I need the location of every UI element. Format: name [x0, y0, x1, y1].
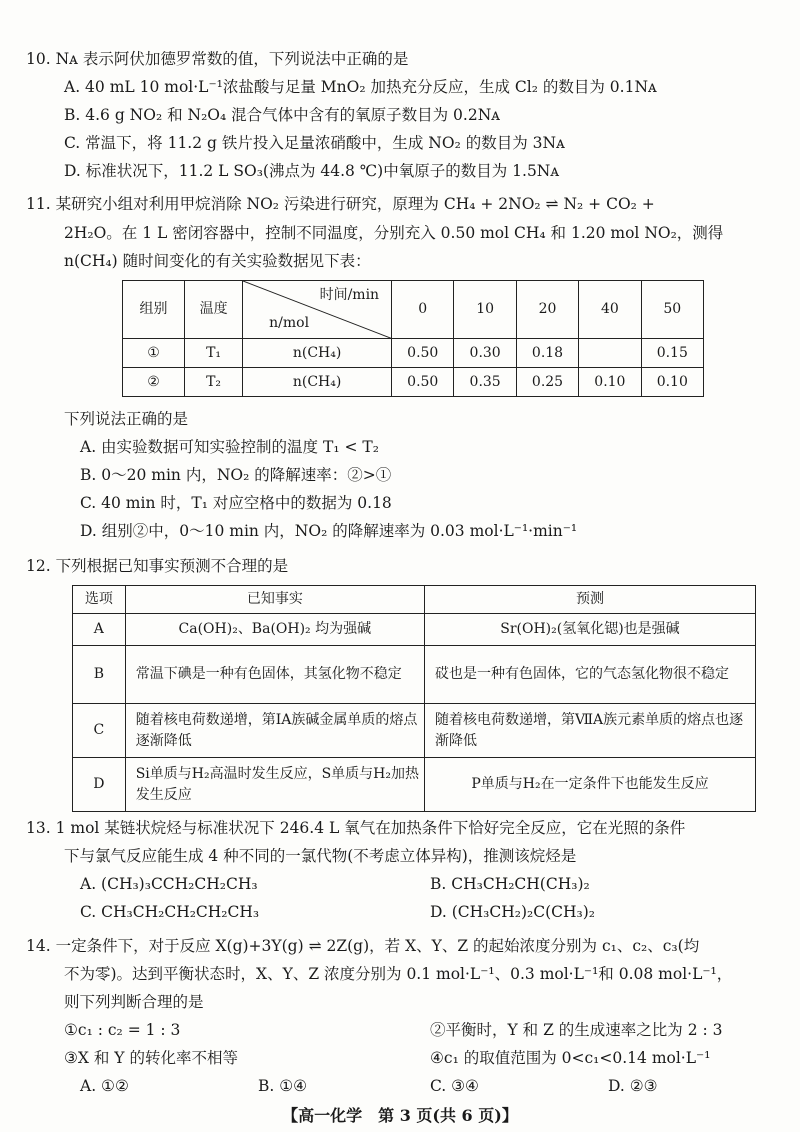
q12-row-a-prediction: Sr(OH)₂(氢氧化锶)也是强碱	[424, 614, 755, 646]
q12-header-option: 选项	[73, 586, 126, 614]
q12-row-c-prediction: 随着核电荷数递增，第ⅦA族元素单质的熔点也逐渐降低	[424, 704, 755, 758]
q11-header-time-20: 20	[516, 281, 578, 339]
q12-row-d-fact: Si单质与H₂高温时发生反应，S单质与H₂加热发生反应	[125, 758, 424, 812]
q11-header-temp: 温度	[185, 281, 243, 339]
q11-row2-temp: T₂	[185, 368, 243, 397]
q14-option-c: C. ③④	[430, 1077, 479, 1095]
q12-row-c-fact: 随着核电荷数递增，第ⅠA族碱金属单质的熔点逐渐降低	[125, 704, 424, 758]
q12-row-a-option: A	[73, 614, 126, 646]
q11-header-diagonal-cell	[243, 281, 392, 339]
q11-row1-t40	[579, 339, 641, 368]
q14-stem-line2: 不为零)。达到平衡状态时，X、Y、Z 浓度分别为 0.1 mol·L⁻¹、0.3 mol·L⁻¹和 0.08 mol·L⁻¹，	[64, 965, 733, 983]
q11-header-time: 时间/min	[319, 287, 380, 303]
q14-option-a: A. ①②	[80, 1077, 129, 1095]
q11-option-b: B. 0～20 min 内，NO₂ 的降解速率：②>①	[80, 466, 392, 484]
q11-row2-label: n(CH₄)	[243, 368, 392, 397]
q11-row2-t10: 0.35	[454, 368, 516, 397]
q11-row2-group: ②	[123, 368, 185, 397]
q11-row1-group: ①	[123, 339, 185, 368]
q13-stem-line2: 下与氯气反应能生成 4 种不同的一氯代物(不考虑立体异构)，推测该烷烃是	[64, 847, 577, 865]
table-row	[73, 758, 756, 812]
q14-statement-1: ①c₁ : c₂ = 1 : 3	[64, 1021, 181, 1039]
q12-row-b-prediction: 砹也是一种有色固体，它的气态氢化物很不稳定	[424, 646, 755, 704]
q11-data-table	[122, 280, 704, 397]
q12-table	[72, 585, 756, 812]
q14-statement-3: ③X 和 Y 的转化率不相等	[64, 1049, 238, 1067]
q11-header-n: n/mol	[269, 315, 310, 331]
q11-option-c: C. 40 min 时，T₁ 对应空格中的数据为 0.18	[80, 494, 392, 512]
q11-stem-line1: 11. 某研究小组对利用甲烷消除 NO₂ 污染进行研究，原理为 CH₄ + 2NO₂ ⇌ N₂ + CO₂ +	[26, 195, 655, 213]
q12-row-d-prediction: P单质与H₂在一定条件下也能发生反应	[424, 758, 755, 812]
q13-stem-line1: 13. 1 mol 某链状烷烃与标准状况下 246.4 L 氧气在加热条件下恰好完全反应，它在光照的条件	[26, 819, 686, 837]
q13-option-b: B. CH₃CH₂CH(CH₃)₂	[430, 875, 590, 893]
q10-option-a: A. 40 mL 10 mol·L⁻¹浓盐酸与足量 MnO₂ 加热充分反应，生成 Cl₂ 的数目为 0.1Nᴀ	[64, 78, 657, 96]
q13-option-c: C. CH₃CH₂CH₂CH₂CH₃	[80, 903, 260, 921]
q11-row1-t10: 0.30	[454, 339, 516, 368]
q12-row-b-option: B	[73, 646, 126, 704]
q11-row1-t50: 0.15	[641, 339, 703, 368]
q10-option-b: B. 4.6 g NO₂ 和 N₂O₄ 混合气体中含有的氧原子数目为 0.2Nᴀ	[64, 106, 501, 124]
q14-statement-4: ④c₁ 的取值范围为 0<c₁<0.14 mol·L⁻¹	[430, 1049, 711, 1067]
table-row	[73, 614, 756, 646]
q14-option-d: D. ②③	[608, 1077, 658, 1095]
q11-header-time-0: 0	[392, 281, 454, 339]
q11-header-time-50: 50	[641, 281, 703, 339]
q11-row1-temp: T₁	[185, 339, 243, 368]
q14-option-b: B. ①④	[258, 1077, 308, 1095]
q10-option-c: C. 常温下，将 11.2 g 铁片投入足量浓硝酸中，生成 NO₂ 的数目为 3Nᴀ	[64, 134, 565, 152]
q11-row2-t50: 0.10	[641, 368, 703, 397]
q11-row1-label: n(CH₄)	[243, 339, 392, 368]
q12-header-prediction: 预测	[424, 586, 755, 614]
q11-row1-t0: 0.50	[392, 339, 454, 368]
q14-stem-line3: 则下列判断合理的是	[64, 993, 204, 1011]
q10-option-d: D. 标准状况下，11.2 L SO₃(沸点为 44.8 ℃)中氧原子的数目为 1.5Nᴀ	[64, 162, 560, 180]
q14-statement-2: ②平衡时，Y 和 Z 的生成速率之比为 2 : 3	[430, 1021, 723, 1039]
q11-stem-line3: n(CH₄) 随时间变化的有关实验数据见下表：	[64, 252, 371, 270]
page-footer: 【高一化学 第 3 页(共 6 页)】	[282, 1106, 518, 1125]
q11-stem-line2: 2H₂O。在 1 L 密闭容器中，控制不同温度，分别充入 0.50 mol CH₄ 和 1.20 mol NO₂，测得	[64, 224, 724, 242]
q10-stem: 10. Nᴀ 表示阿伏加德罗常数的值，下列说法中正确的是	[26, 50, 409, 68]
q12-row-d-option: D	[73, 758, 126, 812]
q11-header-group: 组别	[123, 281, 185, 339]
q11-header-time-40: 40	[579, 281, 641, 339]
q11-header-time-10: 10	[454, 281, 516, 339]
q12-row-c-option: C	[73, 704, 126, 758]
q11-option-a: A. 由实验数据可知实验控制的温度 T₁ < T₂	[80, 438, 379, 456]
table-row	[123, 368, 704, 397]
q12-row-b-fact: 常温下碘是一种有色固体，其氢化物不稳定	[125, 646, 424, 704]
table-row	[123, 339, 704, 368]
q13-option-d: D. (CH₃CH₂)₂C(CH₃)₂	[430, 903, 595, 921]
table-row	[73, 646, 756, 704]
q11-option-d: D. 组别②中，0～10 min 内，NO₂ 的降解速率为 0.03 mol·L⁻¹·min⁻¹	[80, 522, 578, 540]
q11-row2-t20: 0.25	[516, 368, 578, 397]
q14-stem-line1: 14. 一定条件下，对于反应 X(g)+3Y(g) ⇌ 2Z(g)，若 X、Y、Z 的起始浓度分别为 c₁、c₂、c₃(均	[26, 937, 700, 955]
q11-row2-t40: 0.10	[579, 368, 641, 397]
q11-ask: 下列说法正确的是	[64, 410, 189, 428]
table-row	[73, 704, 756, 758]
q13-option-a: A. (CH₃)₃CCH₂CH₂CH₃	[80, 875, 258, 893]
q12-stem: 12. 下列根据已知事实预测不合理的是	[26, 557, 289, 575]
q11-row1-t20: 0.18	[516, 339, 578, 368]
q12-header-fact: 已知事实	[125, 586, 424, 614]
q12-row-a-fact: Ca(OH)₂、Ba(OH)₂ 均为强碱	[125, 614, 424, 646]
q11-row2-t0: 0.50	[392, 368, 454, 397]
